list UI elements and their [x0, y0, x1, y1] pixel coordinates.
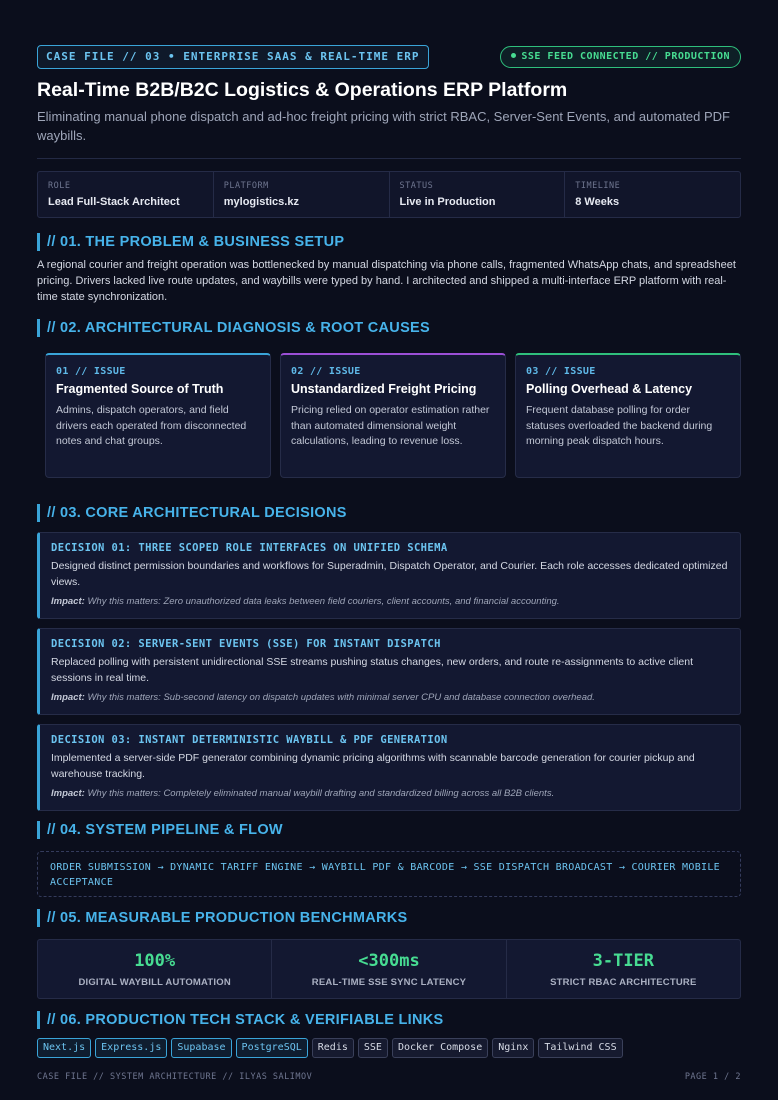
- tech-chip: Tailwind CSS: [538, 1038, 622, 1058]
- section-diagnosis-header: [37, 318, 741, 338]
- section-title: // 05. MEASURABLE PRODUCTION BENCHMARKS: [47, 910, 408, 926]
- benchmark-label: DIGITAL WAYBILL AUTOMATION: [78, 977, 231, 988]
- tech-chip: Redis: [312, 1038, 354, 1058]
- benchmark-value: 100%: [134, 951, 176, 971]
- impact-text: Why this matters: Zero unauthorized data leaks between field couriers, client accounts, and financial accounting.: [87, 596, 560, 607]
- issue-card: [515, 353, 741, 478]
- divider: [37, 158, 741, 159]
- tech-chip: Nginx: [492, 1038, 534, 1058]
- page-footer: [37, 1072, 741, 1082]
- benchmark-cell: [272, 940, 506, 998]
- impact-text: Why this matters: Sub-second latency on dispatch updates with minimal server CPU and database connection overhead.: [87, 692, 595, 703]
- section-bar: [37, 504, 40, 522]
- meta-value: Live in Production: [399, 196, 496, 208]
- issue-tag: 03 // ISSUE: [526, 366, 596, 377]
- decision-card: [37, 532, 741, 619]
- page-number: PAGE 1 / 2: [684, 1072, 741, 1082]
- issue-title: Unstandardized Freight Pricing: [291, 382, 477, 396]
- decision-desc: Implemented a server-side PDF generator combining dynamic pricing algorithms with scannable barcode generation for courier pickup and warehouse tracking.: [51, 752, 695, 780]
- tech-chip[interactable]: PostgreSQL: [236, 1038, 308, 1058]
- decision-impact: [51, 596, 729, 607]
- meta-label: ROLE: [48, 181, 71, 191]
- issue-tag: 01 // ISSUE: [56, 366, 126, 377]
- tech-chip: SSE: [358, 1038, 388, 1058]
- top-bar: [37, 45, 741, 69]
- status-pill: [500, 46, 741, 68]
- page-title: Real-Time B2B/B2C Logistics & Operations ERP Platform: [37, 79, 568, 101]
- meta-status: [390, 172, 566, 217]
- status-pill-label: SSE FEED CONNECTED // PRODUCTION: [521, 51, 730, 62]
- section-pipeline-header: [37, 820, 741, 840]
- section-benchmarks-header: [37, 908, 741, 928]
- decision-title: DECISION 02: SERVER-SENT EVENTS (SSE) FOR INSTANT DISPATCH: [51, 638, 441, 650]
- meta-value: mylogistics.kz: [223, 196, 299, 208]
- impact-label: Impact:: [51, 788, 85, 799]
- footer-left: CASE FILE // SYSTEM ARCHITECTURE // ILYAS SALIMOV: [37, 1072, 313, 1082]
- decision-card: [37, 628, 741, 715]
- meta-label: PLATFORM: [223, 181, 269, 191]
- benchmark-cell: [507, 940, 740, 998]
- section-bar: [37, 1011, 40, 1029]
- section-stack-header: [37, 1010, 741, 1030]
- issue-title: Fragmented Source of Truth: [56, 382, 224, 396]
- meta-grid: [37, 171, 741, 218]
- issue-desc: Admins, dispatch operators, and field drivers each operated from disconnected notes and chat groups.: [56, 404, 247, 447]
- meta-timeline: [565, 172, 740, 217]
- issue-cards: [37, 353, 741, 478]
- decision-impact: [51, 692, 729, 703]
- status-dot-icon: [511, 53, 516, 58]
- meta-value: Lead Full-Stack Architect: [48, 196, 180, 208]
- case-study-page: [37, 45, 741, 1058]
- benchmark-value: <300ms: [358, 951, 420, 971]
- section-decisions-header: [37, 503, 741, 523]
- decision-title: DECISION 03: INSTANT DETERMINISTIC WAYBILL & PDF GENERATION: [51, 734, 448, 746]
- meta-role: [38, 172, 214, 217]
- impact-label: Impact:: [51, 596, 85, 607]
- issue-card: [45, 353, 271, 478]
- section-bar: [37, 909, 40, 927]
- tech-chip: Docker Compose: [392, 1038, 488, 1058]
- section-title: // 06. PRODUCTION TECH STACK & VERIFIABLE LINKS: [47, 1012, 444, 1028]
- tech-chip[interactable]: Supabase: [171, 1038, 231, 1058]
- meta-label: TIMELINE: [575, 181, 621, 191]
- section-title: // 04. SYSTEM PIPELINE & FLOW: [47, 822, 283, 838]
- decision-list: [37, 532, 741, 811]
- meta-value: 8 Weeks: [575, 196, 620, 208]
- benchmark-label: STRICT RBAC ARCHITECTURE: [550, 977, 697, 988]
- section-bar: [37, 233, 40, 251]
- benchmark-cell: [38, 940, 272, 998]
- section-title: // 01. THE PROBLEM & BUSINESS SETUP: [47, 234, 345, 250]
- section-bar: [37, 319, 40, 337]
- benchmark-value: 3-TIER: [592, 951, 655, 971]
- decision-desc: Designed distinct permission boundaries and workflows for Superadmin, Dispatch Operator, and Courier. Each role accesses dedicated optimized views.: [51, 560, 728, 588]
- section-title: // 02. ARCHITECTURAL DIAGNOSIS & ROOT CAUSES: [47, 320, 430, 336]
- decision-title: DECISION 01: THREE SCOPED ROLE INTERFACES ON UNIFIED SCHEMA: [51, 542, 448, 554]
- benchmark-grid: [37, 939, 741, 999]
- tech-chip[interactable]: Next.js: [37, 1038, 91, 1058]
- section-title: // 03. CORE ARCHITECTURAL DECISIONS: [47, 505, 347, 521]
- decision-desc: Replaced polling with persistent unidirectional SSE streams pushing status changes, new orders, and route re-assignments to active client sessions in real time.: [51, 656, 694, 684]
- pipeline-flow: ORDER SUBMISSION → DYNAMIC TARIFF ENGINE → WAYBILL PDF & BARCODE → SSE DISPATCH BROADCAST → COURIER MOBILE ACCEPTANCE: [37, 851, 741, 897]
- decision-card: [37, 724, 741, 811]
- issue-desc: Pricing relied on operator estimation rather than automated dimensional weight calculations, leading to revenue loss.: [291, 404, 490, 447]
- issue-desc: Frequent database polling for order statuses overloaded the backend during morning peak dispatch hours.: [526, 404, 713, 447]
- benchmark-label: REAL-TIME SSE SYNC LATENCY: [311, 977, 467, 988]
- tech-chip[interactable]: Express.js: [95, 1038, 167, 1058]
- section-bar: [37, 821, 40, 839]
- casefile-badge: CASE FILE // 03 • ENTERPRISE SAAS & REAL-TIME ERP: [37, 45, 429, 69]
- issue-title: Polling Overhead & Latency: [526, 382, 693, 396]
- problem-text: A regional courier and freight operation was bottlenecked by manual dispatching via phone calls, fragmented WhatsApp chats, and spreadsheet pricing. Drivers lacked live route updates, and waybills were typed by hand. I architected and shipped a multi-interface ERP platform with real-time state synchronization.: [37, 259, 736, 303]
- issue-tag: 02 // ISSUE: [291, 366, 361, 377]
- impact-label: Impact:: [51, 692, 85, 703]
- meta-label: STATUS: [399, 181, 434, 191]
- section-problem-header: [37, 232, 741, 252]
- issue-card: [280, 353, 506, 478]
- meta-platform: [214, 172, 390, 217]
- impact-text: Why this matters: Completely eliminated manual waybill drafting and standardized billing across all B2B clients.: [87, 788, 555, 799]
- page-subtitle: Eliminating manual phone dispatch and ad-hoc freight pricing with strict RBAC, Server-Sent Events, and automated PDF waybills.: [37, 109, 730, 143]
- decision-impact: [51, 788, 729, 799]
- tech-stack: [37, 1038, 741, 1058]
